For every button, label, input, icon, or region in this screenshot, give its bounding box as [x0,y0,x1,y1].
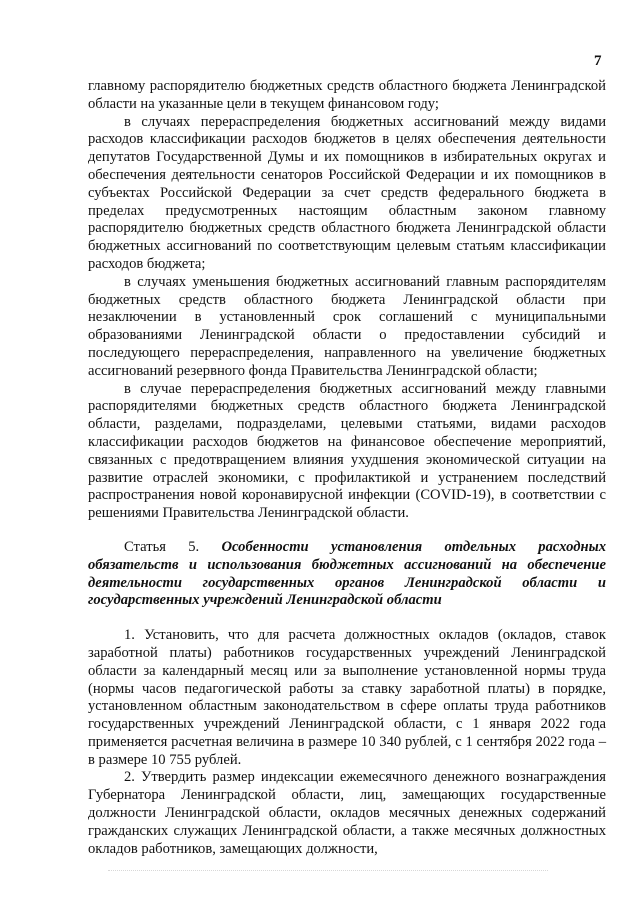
scan-artifact-line [108,870,548,871]
article-label: Статья 5. [124,538,200,555]
paragraph: в случаях перераспределения бюджетных ассигнований между видами расходов классификации расходов бюджетов в целях обеспечения деятельности депутатов Государственной Думы и их помощников в избирательных округах и обеспечения деятельности сенаторов Российской Федерации и их помощников в субъектах Российской Федерации за счет средств федерального бюджета в пределах предусмотренных настоящим областным законом главному распорядителю бюджетных средств областного бюджета Ленинградской области бюджетных ассигнований по соответствующим целевым статьям классификации расходов бюджета; [88,113,606,272]
article-heading [88,539,606,610]
document-body [88,78,606,858]
paragraph: в случаях уменьшения бюджетных ассигнований главным распорядителям бюджетных средств областного бюджета Ленинградской области при незаключении в установленный срок соглашений с муниципальными образованиями Ленинградской области о предоставлении субсидий и последующего перераспределения, направленного на увеличение бюджетных ассигнований резервного фонда Правительства Ленинградской области; [88,273,606,379]
paragraph-continuation: главному распорядителю бюджетных средств областного бюджета Ленинградской области на указанные цели в текущем финансовом году; [88,78,606,112]
paragraph: в случае перераспределения бюджетных ассигнований между главными распорядителями бюджетных средств областного бюджета Ленинградской области, разделами, подразделами, целевыми статьями, видами расходов классификации расходов бюджетов на финансовое обеспечение мероприятий, связанных с предотвращением влияния ухудшения экономической ситуации на развитие отраслей экономики, с профилактикой и устранением последствий распространения новой коронавирусной инфекции (COVID-19), в соответствии с решениями Правительства Ленинградской области. [88,380,606,522]
article-title: Особенности установления отдельных расходных обязательств и использования бюджетных ассигнований на обеспечение деятельности государственных органов Ленинградской области и государственных учреждений Ленинградской области [88,538,606,609]
page-number: 7 [594,53,602,69]
paragraph: 1. Установить, что для расчета должностных окладов (окладов, ставок заработной платы) работников государственных учреждений Ленинградской области за календарный месяц или за выполнение установленной нормы труда (нормы часов педагогической работы за ставку заработной платы) в порядке, установленном областным законодательством в сфере оплаты труда работников государственных учреждений Ленинградской области, с 1 января 2022 года применяется расчетная величина в размере 10 340 рублей, с 1 сентября 2022 года – в размере 10 755 рублей. [88,627,606,768]
paragraph: 2. Утвердить размер индексации ежемесячного денежного вознаграждения Губернатора Ленинградской области, лиц, замещающих государственные должности Ленинградской области, окладов месячных денежных содержаний гражданских служащих Ленинградской области, а также месячных должностных окладов работников, замещающих должности, [88,769,606,857]
